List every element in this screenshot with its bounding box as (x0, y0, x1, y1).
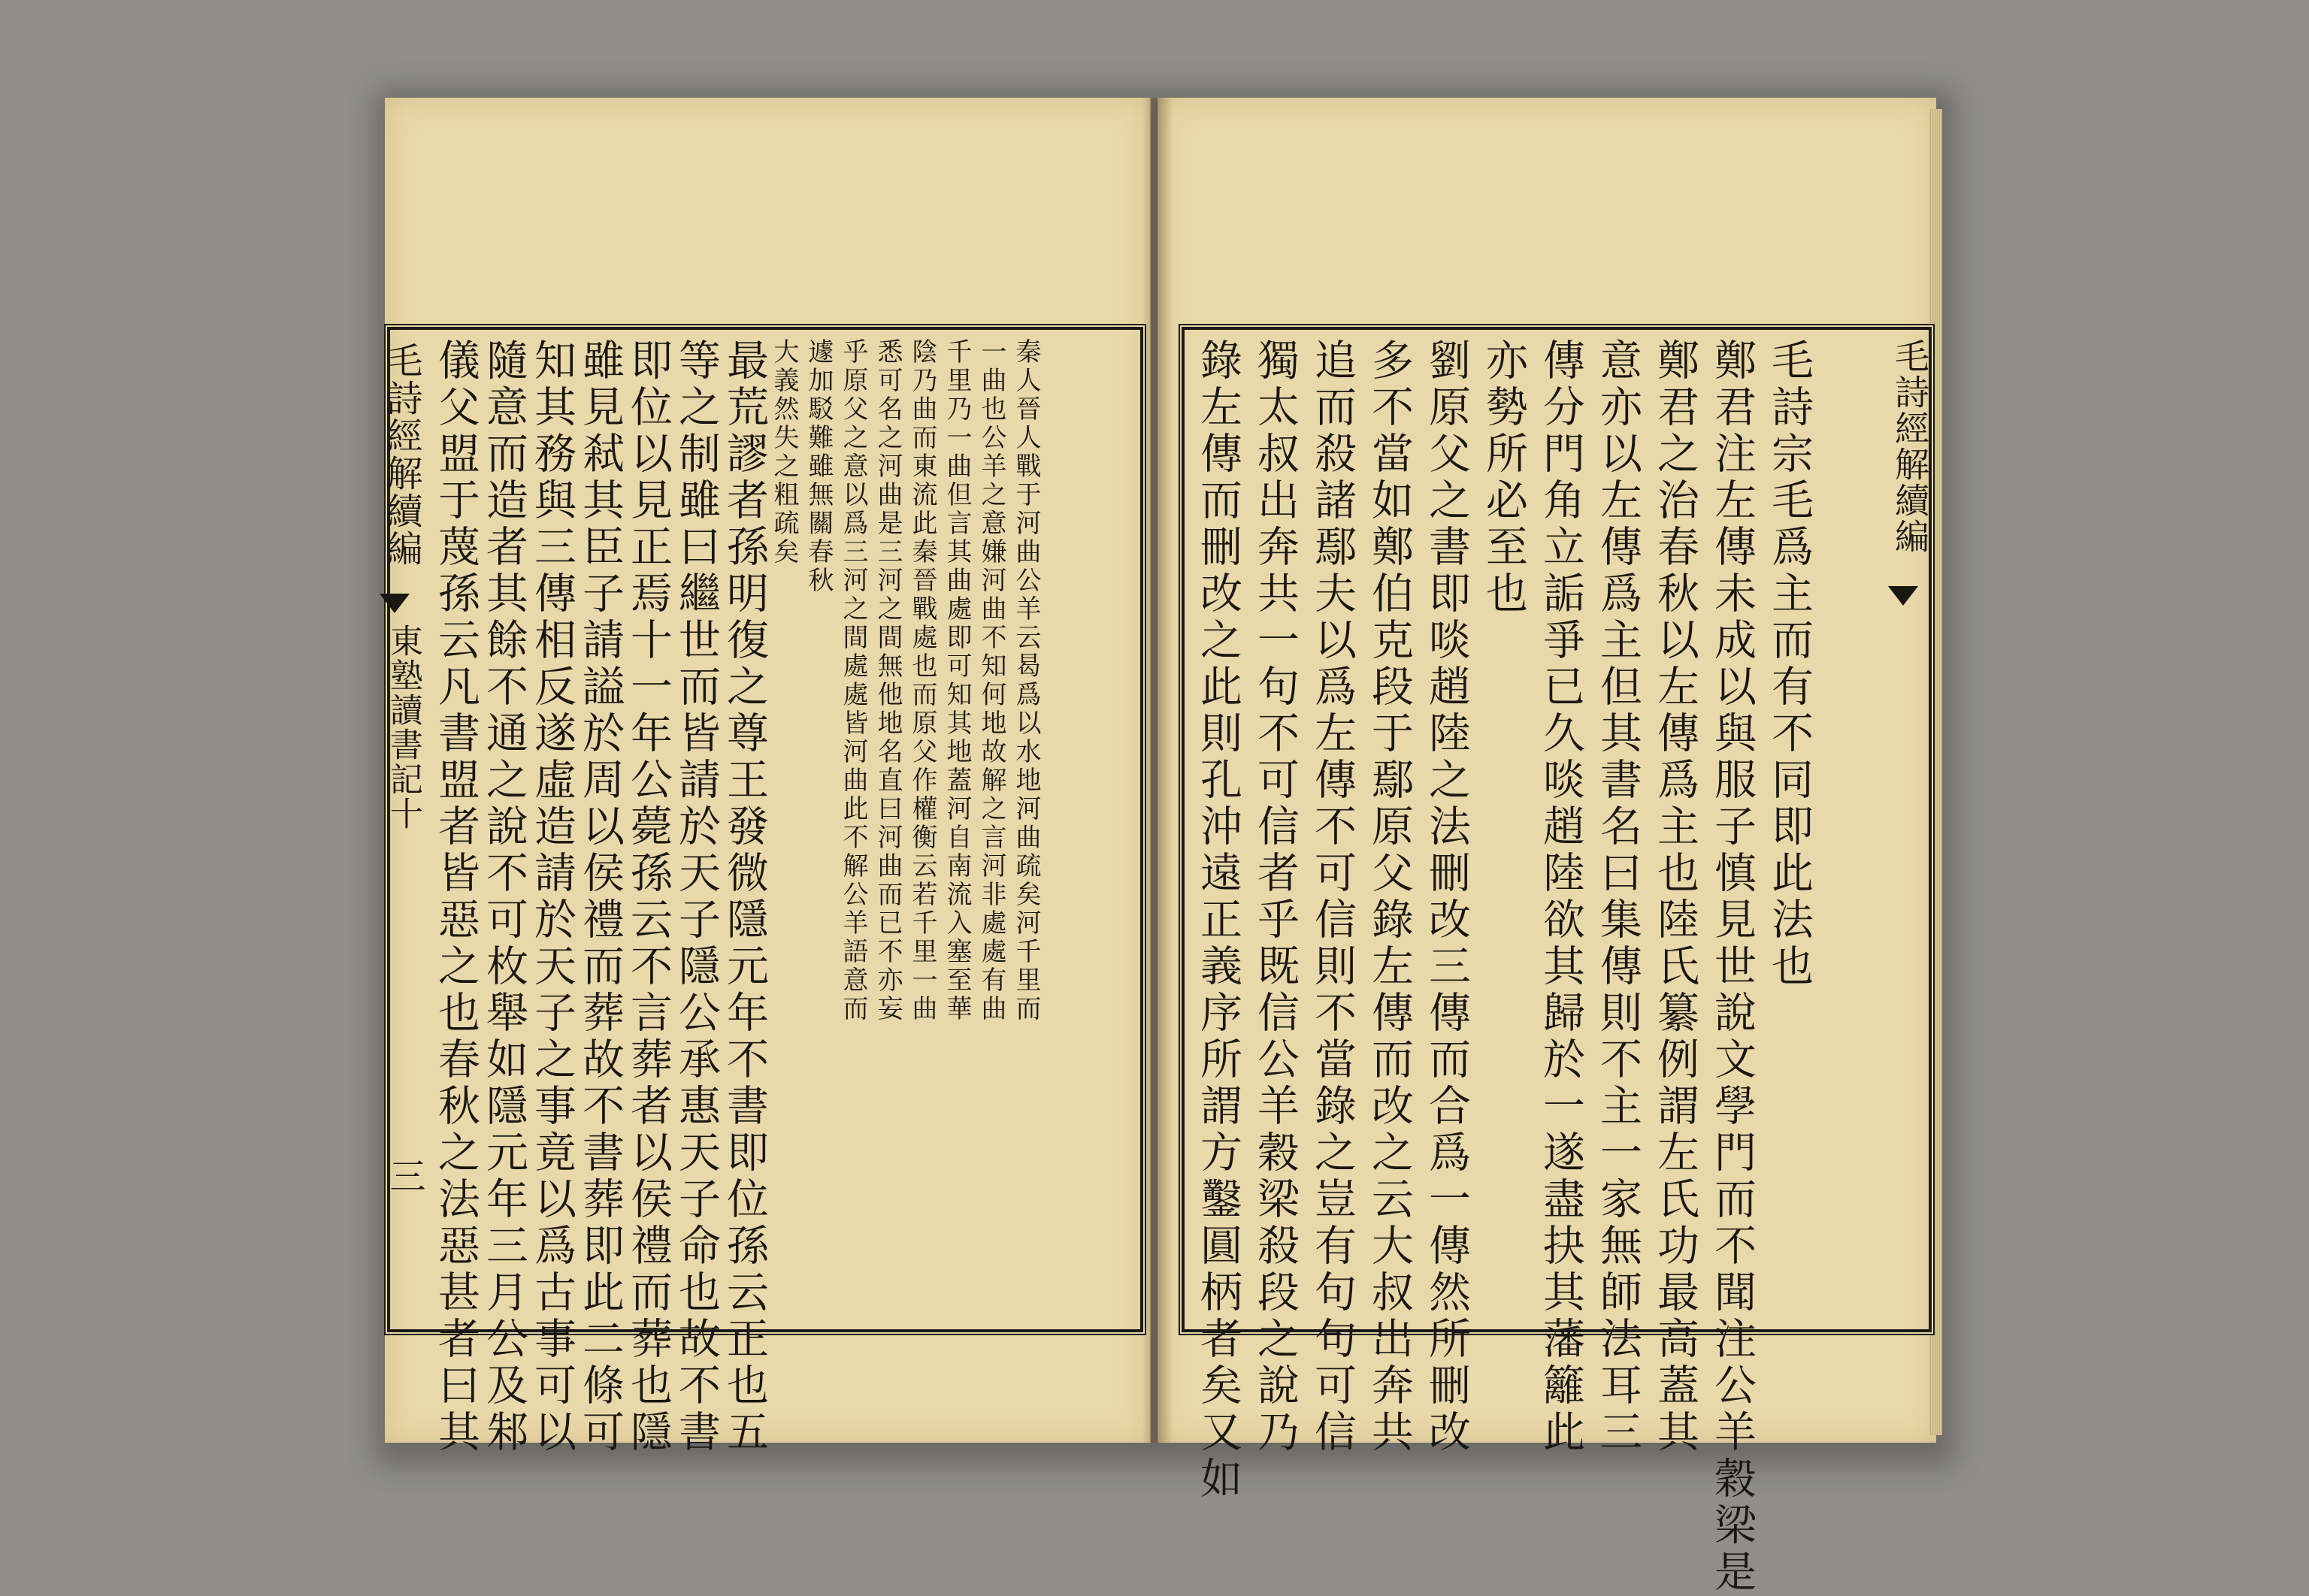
book-gutter (1142, 98, 1173, 1443)
left-page-number: 三 (383, 1157, 425, 1195)
text-column: 毛詩宗毛爲主而有不同即此法也 (1765, 338, 1814, 990)
right-banner-title: 毛詩經解續編 (1890, 338, 1930, 555)
text-column: 劉原父之書即啖趙陸之法刪改三傳而合爲一傳然所刪改 (1422, 338, 1471, 1456)
text-column: 鄭君之治春秋以左傳爲主也陸氏纂例謂左氏功最高蓋其 (1651, 338, 1699, 1456)
text-column: 等之制雖曰繼世而皆請於天子隱公承惠天子命也故不書 (672, 338, 721, 1456)
text-column: 大義然失之粗疏矣 (769, 338, 799, 567)
text-column: 乎原父之意以爲三河之間處處皆河曲此不解公羊語意而 (838, 338, 868, 1023)
left-banner-subtitle: 東塾讀書記十 (384, 624, 422, 831)
text-column: 陰乃曲而東流此秦晉戰處也而原父作權衡云若千里一曲 (907, 338, 937, 1023)
text-column: 傳分門角立詬爭已久啖趙陸欲其歸於一遂盡抉其藩籬此 (1536, 338, 1585, 1456)
text-column: 最荒謬者孫明復之尊王發微隱元年不書即位孫云正也五 (720, 338, 769, 1456)
text-column: 悉可名之河曲是三河之間無他地名直曰河曲而已不亦妄 (873, 338, 903, 1023)
text-column: 獨太叔出奔共一句不可信者乎既信公羊穀梁殺段之說乃 (1251, 338, 1300, 1456)
left-banner-title: 毛詩經解續編 (380, 342, 422, 567)
text-column: 追而殺諸鄢夫以爲左傳不可信則不當錄之豈有句句可信 (1308, 338, 1357, 1456)
text-column: 隨意而造者其餘不通之說不可枚舉如隱元年三月公及邾 (480, 338, 528, 1456)
text-column: 秦人晉人戰于河曲公羊云曷爲以水地河曲疏矣河千里而 (1011, 338, 1041, 1023)
text-column: 一曲也公羊之意嫌河曲不知何地故解之言河非處處有曲 (976, 338, 1006, 1023)
text-column: 錄左傳而刪改之此則孔沖遠正義序所謂方鑿圓柄者矣又如 (1194, 338, 1242, 1503)
text-column: 意亦以左傳爲主但其書名曰集傳則不主一家無師法耳三 (1593, 338, 1642, 1456)
text-column: 亦勢所必至也 (1479, 338, 1528, 618)
text-column: 遽加駁難雖無關春秋 (803, 338, 834, 595)
text-column: 千里乃一曲但言其曲處即可知其地蓋河自南流入塞至華 (942, 338, 972, 1023)
text-column: 多不當如鄭伯克段于鄢原父錄左傳而改之云大叔出奔共 (1365, 338, 1414, 1456)
text-column: 鄭君注左傳未成以與服子慎見世說文學門而不聞注公羊穀梁是 (1708, 338, 1757, 1596)
text-column: 即位以見正焉十一年公薨孫云不言葬者以侯禮而葬也隱 (624, 338, 673, 1456)
text-column: 知其務與三傳相反遂虛造請於天子之事竟以爲古事可以 (528, 338, 576, 1456)
text-column: 雖見弒其臣子請謚於周以侯禮而葬故不書葬即此二條可 (576, 338, 625, 1456)
text-column: 儀父盟于蔑孫云凡書盟者皆惡之也春秋之法惡甚者曰其 (431, 338, 480, 1456)
